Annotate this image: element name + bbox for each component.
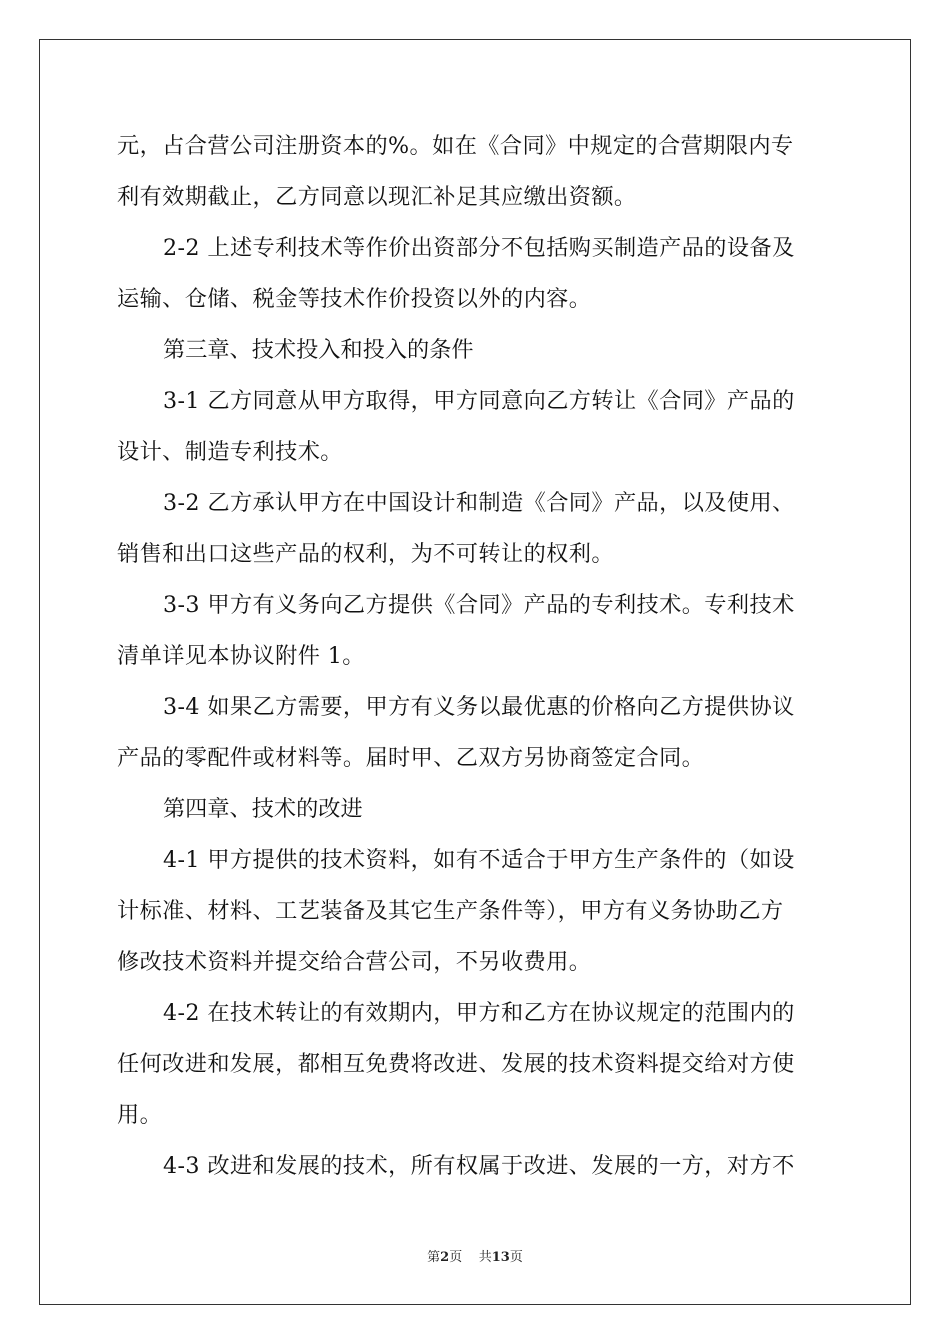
text-line: 元，占合营公司注册资本的%。如在《合同》中规定的合营期限内专 — [117, 133, 794, 159]
text-line: 运输、仓储、税金等技术作价投资以外的内容。 — [117, 286, 592, 312]
text-line: 产品的零配件或材料等。届时甲、乙双方另协商签定合同。 — [117, 745, 705, 771]
text-line: 4-3 改进和发展的技术，所有权属于改进、发展的一方，对方不 — [163, 1153, 795, 1179]
text-line: 设计、制造专利技术。 — [117, 439, 343, 465]
text-line: 清单详见本协议附件 1。 — [117, 643, 365, 669]
text-line: 计标准、材料、工艺装备及其它生产条件等），甲方有义务协助乙方 — [117, 898, 784, 924]
page-label-suffix: 页 — [449, 1250, 463, 1265]
page-footer — [0, 1246, 950, 1265]
text-line: 4-1 甲方提供的技术资料，如有不适合于甲方生产条件的（如设 — [163, 847, 795, 873]
chapter-heading: 第四章、技术的改进 — [163, 796, 363, 822]
chapter-heading: 第三章、技术投入和投入的条件 — [163, 337, 474, 363]
text-line: 3-4 如果乙方需要，甲方有义务以最优惠的价格向乙方提供协议 — [163, 694, 795, 720]
total-pages: 13 — [491, 1250, 510, 1265]
text-line: 3-2 乙方承认甲方在中国设计和制造《合同》产品，以及使用、 — [163, 490, 795, 516]
page-number: 2 — [440, 1250, 450, 1265]
total-label-prefix: 共 — [478, 1250, 492, 1265]
text-line: 3-1 乙方同意从甲方取得，甲方同意向乙方转让《合同》产品的 — [163, 388, 795, 414]
text-line: 3-3 甲方有义务向乙方提供《合同》产品的专利技术。专利技术 — [163, 592, 795, 618]
text-line: 修改技术资料并提交给合营公司，不另收费用。 — [117, 949, 592, 975]
text-line: 2-2 上述专利技术等作价出资部分不包括购买制造产品的设备及 — [163, 235, 795, 261]
text-line: 4-2 在技术转让的有效期内，甲方和乙方在协议规定的范围内的 — [163, 1000, 795, 1026]
text-line: 销售和出口这些产品的权利，为不可转让的权利。 — [117, 541, 614, 567]
total-label-suffix: 页 — [509, 1250, 523, 1265]
page-label-prefix: 第 — [427, 1250, 441, 1265]
text-line: 利有效期截止，乙方同意以现汇补足其应缴出资额。 — [117, 184, 637, 210]
text-line: 用。 — [117, 1102, 163, 1128]
text-line: 任何改进和发展，都相互免费将改进、发展的技术资料提交给对方使 — [117, 1051, 795, 1077]
